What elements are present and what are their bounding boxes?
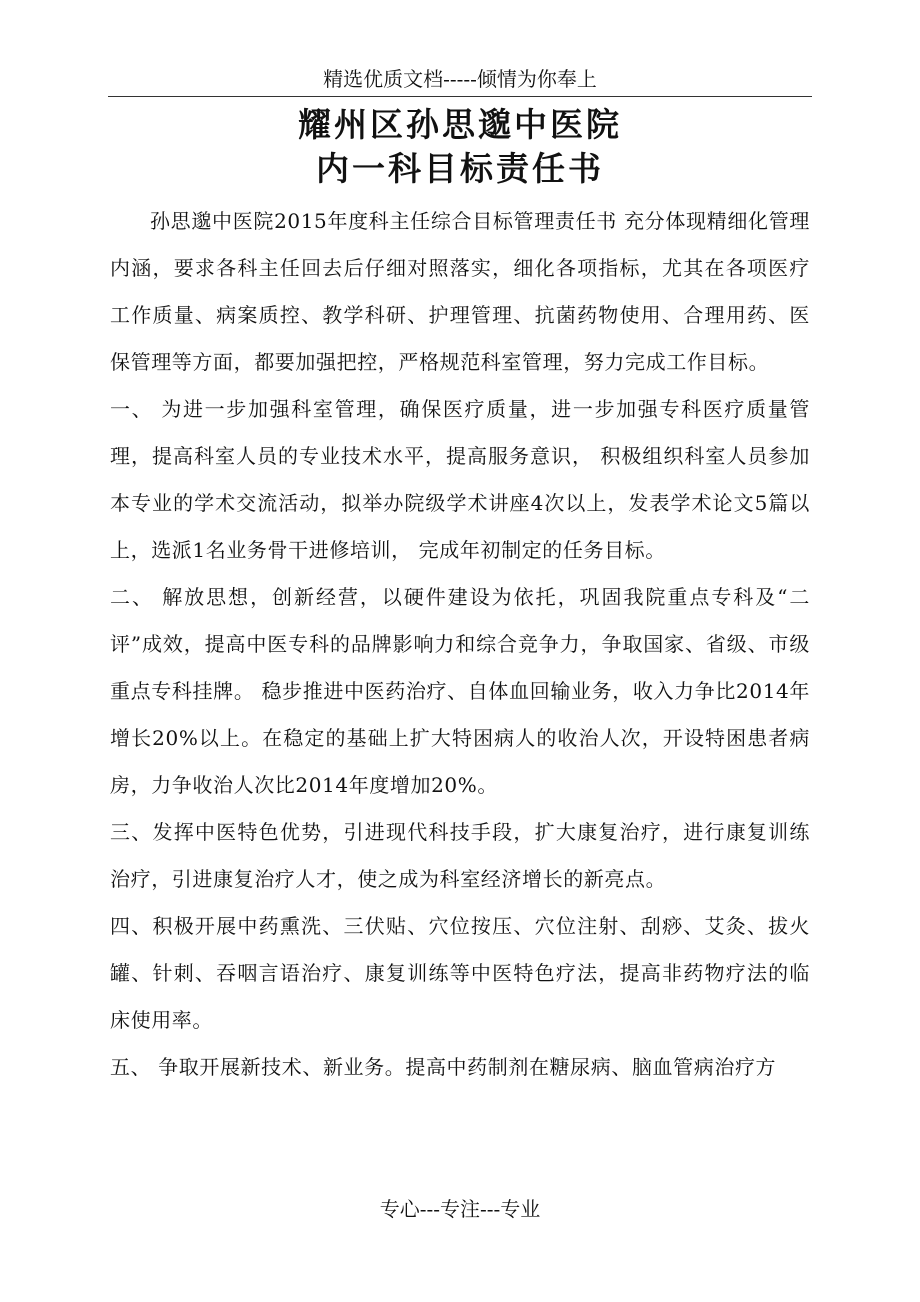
section-4-paragraph: 四、积极开展中药熏洗、三伏贴、穴位按压、穴位注射、刮痧、艾灸、拔火罐、针刺、吞咽言语治疗、康复训练等中医特色疗法，提高非药物疗法的临床使用率。 [110,914,810,1032]
section-1-paragraph: 一、 为进一步加强科室管理，确保医疗质量，进一步加强专科医疗质量管理，提高科室人员的专业技术水平，提高服务意识， 积极组织科室人员参加本专业的学术交流活动，拟举办院级学术讲座4次以上，发表学术论文5篇以上，选派1名业务骨干进修培训， 完成年初制定的任务目标。 [110,397,810,562]
page-header: 精选优质文档-----倾情为你奉上 [108,62,812,97]
section-3-paragraph: 三、发挥中医特色优势，引进现代科技手段，扩大康复治疗，进行康复训练治疗，引进康复治疗人才，使之成为科室经济增长的新亮点。 [110,820,810,891]
document-title-subject: 内一科目标责任书 [316,149,604,188]
section-5-paragraph: 五、 争取开展新技术、新业务。提高中药制剂在糖尿病、脑血管病治疗方 [110,1055,777,1079]
section-2-paragraph: 二、 解放思想，创新经营，以硬件建设为依托，巩固我院重点专科及“二评”成效，提高中医专科的品牌影响力和综合竞争力，争取国家、省级、市级重点专科挂牌。 稳步推进中医药治疗、自体血回输业务，收入力争比2014年增长20%以上。在稳定的基础上扩大特困病人的收治人次，开设特困患者病房，力争收治人次比2014年度增加20%。 [110,585,810,797]
page-footer: 专心---专注---专业 [379,1197,541,1221]
intro-paragraph: 孙思邈中医院2015年度科主任综合目标管理责任书 充分体现精细化管理内涵，要求各科主任回去后仔细对照落实，细化各项指标，尤其在各项医疗工作质量、病案质控、教学科研、护理管理、抗菌药物使用、合理用药、医保管理等方面，都要加强把控，严格规范科室管理，努力完成工作目标。 [110,209,810,374]
document-body [110,198,810,1091]
document-title-hospital: 耀州区孙思邈中医院 [298,105,622,144]
